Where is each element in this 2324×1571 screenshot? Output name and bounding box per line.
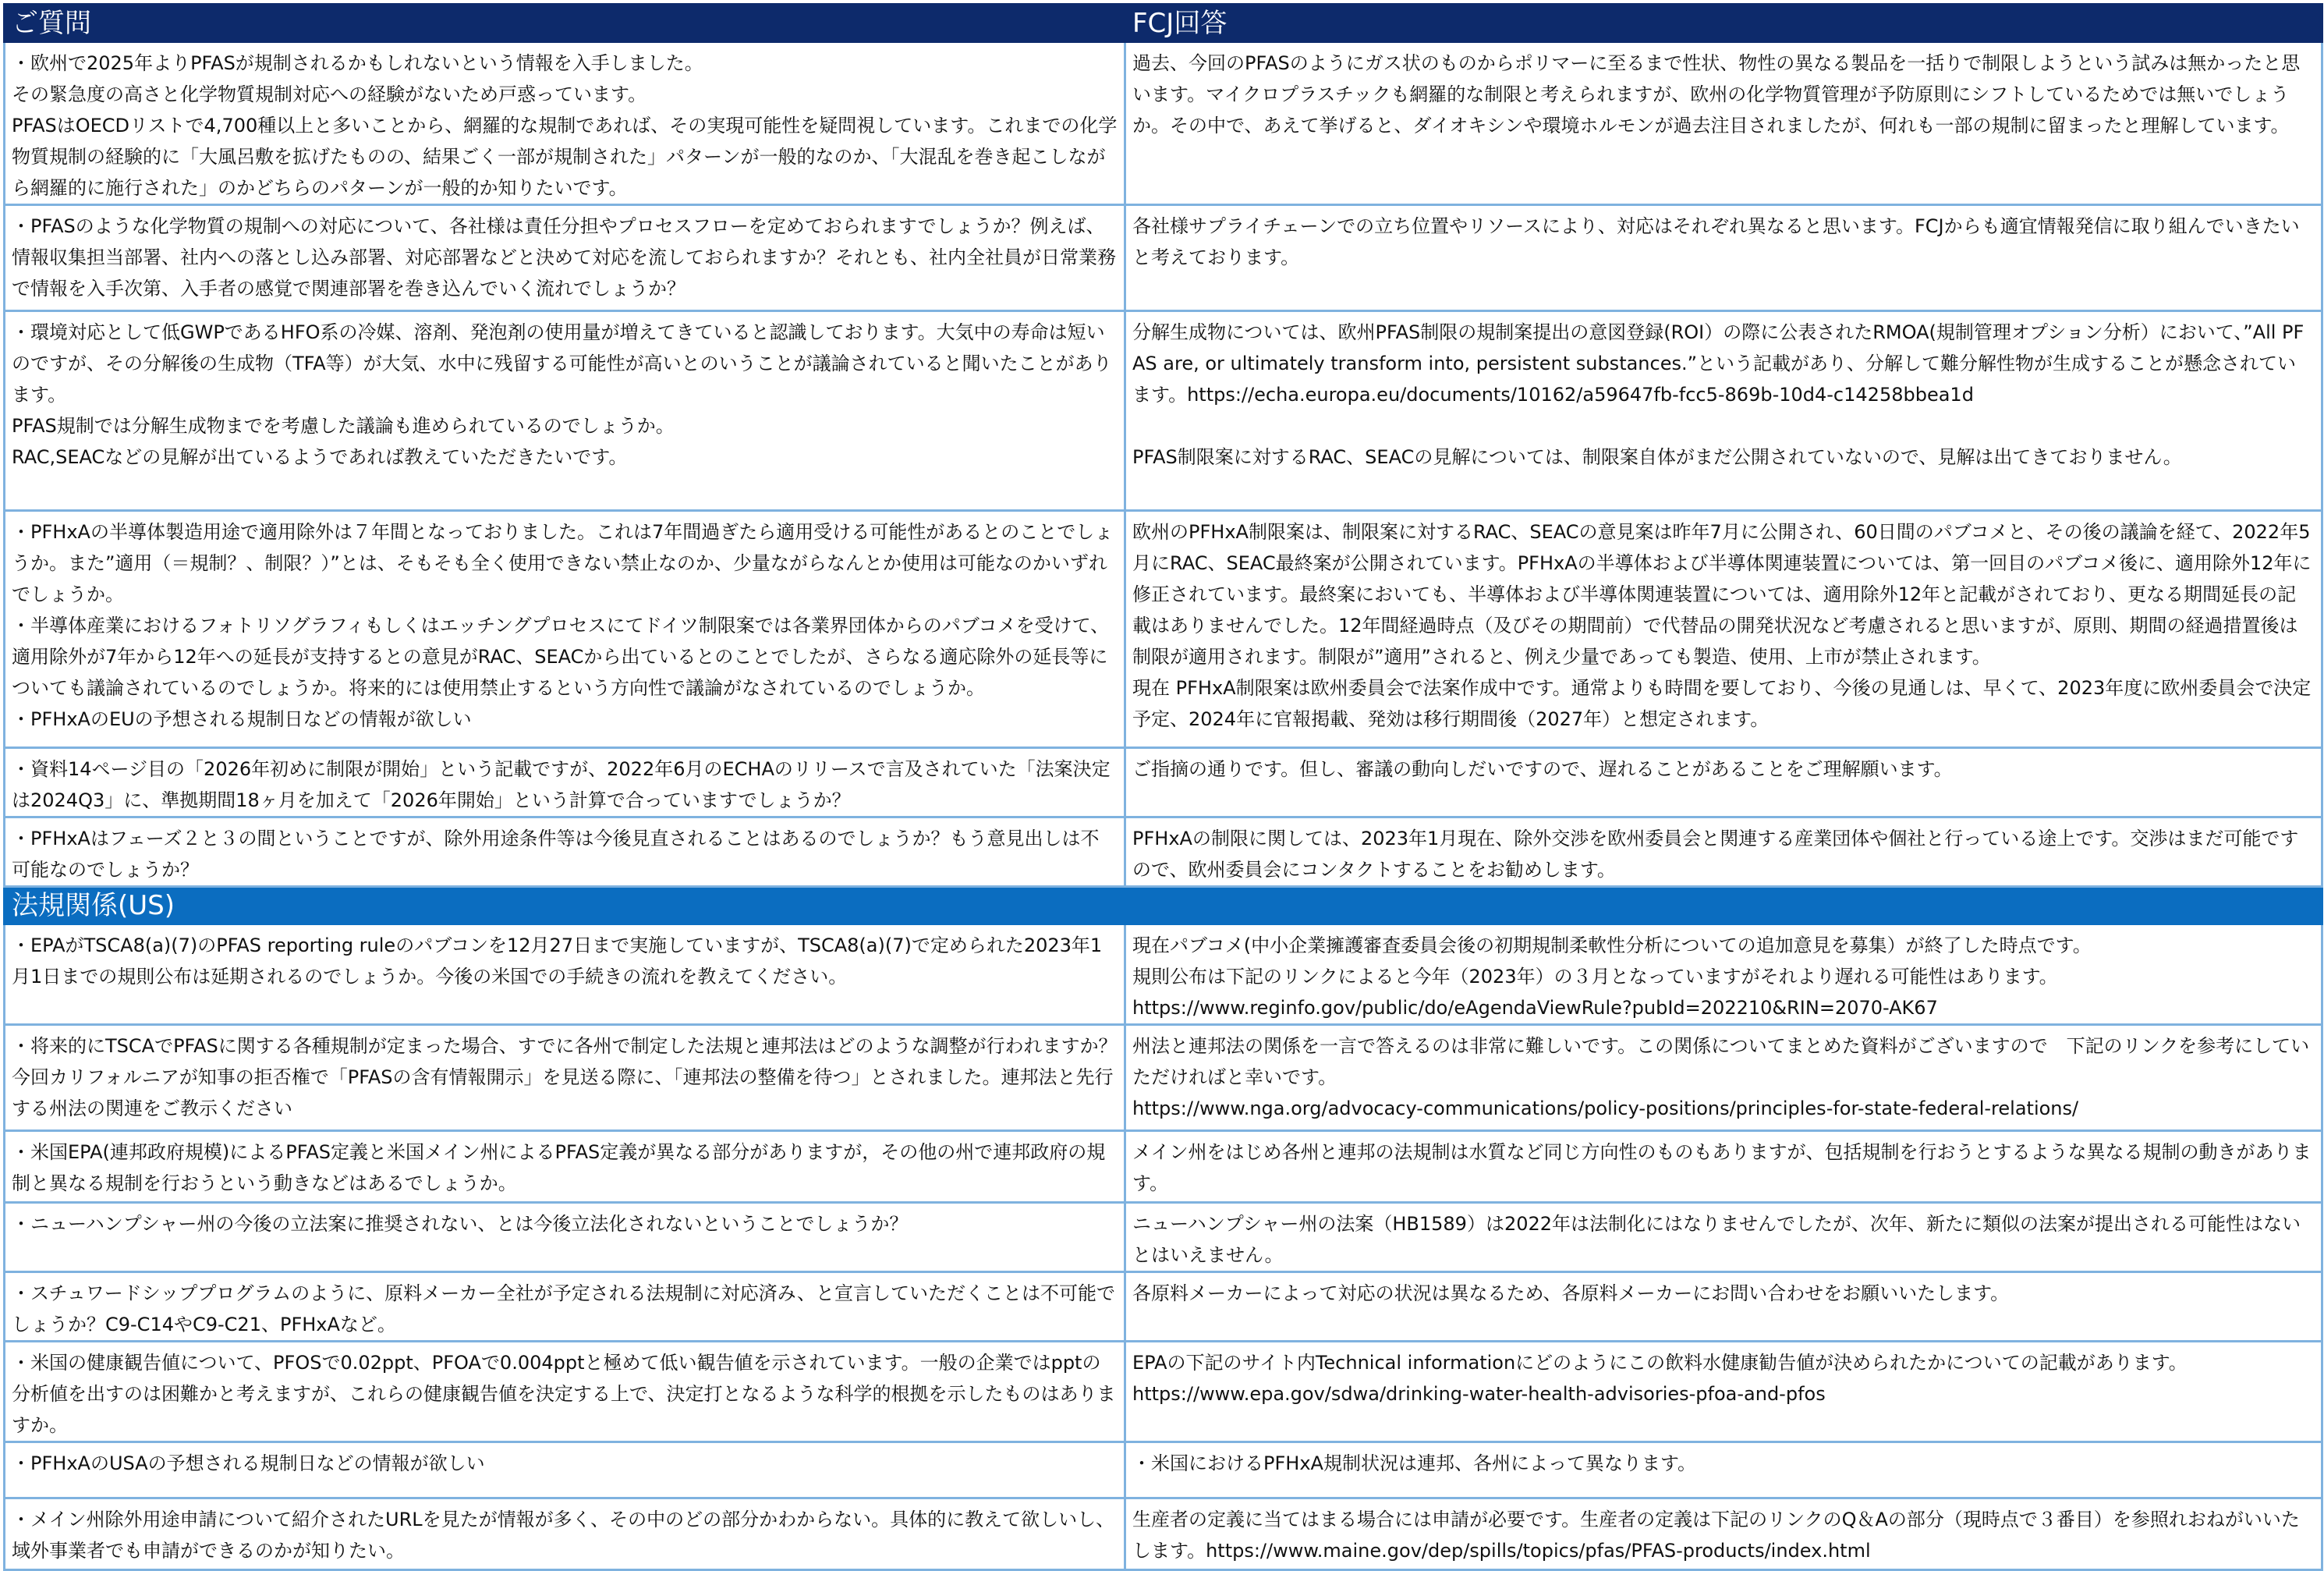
question-cell: ・ニューハンプシャー州の今後の立法案に推奨されない、とは今後立法化されないということでしょうか？ (5, 1203, 1125, 1272)
answer-cell: 各社様サプライチェーンでの立ち位置やリソースにより、対応はそれぞれ異なると思います。FCJからも適宜情報発信に取り組んでいきたいと考えております。 (1125, 205, 2322, 311)
answer-cell: 生産者の定義に当てはまる場合には申請が必要です。生産者の定義は下記のリンクのQ＆Aの部分（現時点で３番目）を参照れおねがいいたします。https://www.maine.gov/dep/spills/topics/pfas/PFAS-products/index.html (1125, 1498, 2322, 1570)
answer-cell: 現在パブコメ(中小企業擁護審査委員会後の初期規制柔軟性分析についての追加意見を募集）が終了した時点です。 規則公布は下記のリンクによると今年（2023年）の３月となっていますがそれより遅れる可能性はあります。 https://www.reginfo.gov/public/do/eAgendaViewRule?pubId=202210&RIN=2070-AK67 (1125, 924, 2322, 1025)
answer-cell: ご指摘の通りです。但し、審議の動向しだいですので、遅れることがあることをご理解願います。 (1125, 748, 2322, 817)
answer-cell: ニューハンプシャー州の法案（HB1589）は2022年は法制化にはなりませんでしたが、次年、新たに類似の法案が提出される可能性はないとはいえません。 (1125, 1203, 2322, 1272)
section-heading-question: 法規関係(US) (5, 887, 1125, 924)
question-cell: ・米国EPA(連邦政府規模)によるPFAS定義と米国メイン州によるPFAS定義が異なる部分がありますが，その他の州で連邦政府の規制と異なる規制を行おうという動きなどはあるでしょうか。 (5, 1131, 1125, 1203)
answer-cell: メイン州をはじめ各州と連邦の法規制は水質など同じ方向性のものもありますが、包括規制を行おうとするような異なる規制の動きがあります。 (1125, 1131, 2322, 1203)
question-cell: ・欧州で2025年よりPFASが規制されるかもしれないという情報を入手しました。 その緊急度の高さと化学物質規制対応への経験がないため戸惑っています。 PFASはOECDリストで4,700種以上と多いことから、網羅的な規制であれば、その実現可能性を疑問視しています。これまでの化学物質規制の経験的に「大風呂敷を拡げたものの、結果ごく一部が規制された」パターンが一般的なのか、「大混乱を巻き起こしながら網羅的に施行された」のかどちらのパターンが一般的か知りたいです。 (5, 42, 1125, 205)
table-row (5, 1272, 2322, 1342)
answer-cell: 過去、今回のPFASのようにガス状のものからポリマーに至るまで性状、物性の異なる製品を一括りで制限しようという試みは無かったと思います。マイクロプラスチックも網羅的な制限と考えられますが、欧州の化学物質管理が予防原則にシフトしているためでは無いでしょうか。その中で、あえて挙げると、ダイオキシンや環境ホルモンが過去注目されましたが、何れも一部の規制に留まったと理解しています。 (1125, 42, 2322, 205)
answer-cell: 州法と連邦法の関係を一言で答えるのは非常に難しいです。この関係についてまとめた資料がございますので 下記のリンクを参考にしていただければと幸いです。 https://www.nga.org/advocacy-communications/policy-positions/principles-for-state-federal-relations/ (1125, 1025, 2322, 1131)
table-row (5, 817, 2322, 887)
question-cell: ・将来的にTSCAでPFASに関する各種規制が定まった場合、すでに各州で制定した法規と連邦法はどのような調整が行われますか？今回カリフォルニアが知事の拒否権で「PFASの含有情報開示」を見送る際に、「連邦法の整備を待つ」とされました。連邦法と先行する州法の関連をご教示ください (5, 1025, 1125, 1131)
section-heading-answer (1125, 887, 2322, 924)
answer-cell: EPAの下記のサイト内Technical informationにどのようにこの飲料水健康勧告値が決められたかについての記載があります。 https://www.epa.gov/sdwa/drinking-water-health-advisories-pfoa-and-pfos (1125, 1342, 2322, 1442)
section-heading-answer: FCJ回答 (1125, 5, 2322, 42)
question-cell: ・PFHxAはフェーズ２と３の間ということですが、除外用途条件等は今後見直されることはあるのでしょうか？もう意見出しは不可能なのでしょうか？ (5, 817, 1125, 887)
table-row (5, 1203, 2322, 1272)
section-header-row (5, 887, 2322, 924)
answer-cell: 各原料メーカーによって対応の状況は異なるため、各原料メーカーにお問い合わせをお願いいたします。 (1125, 1272, 2322, 1342)
question-cell: ・米国の健康観告値について、PFOSで0.02ppt、PFOAで0.004pptと極めて低い観告値を示されています。一般の企業ではpptの分析値を出すのは困難かと考えますが、これらの健康観告値を決定する上で、決定打となるような科学的根拠を示したものはありますか。 (5, 1342, 1125, 1442)
section-header-row (5, 5, 2322, 42)
answer-cell: ・米国におけるPFHxA規制状況は連邦、各州によって異なります。 (1125, 1442, 2322, 1498)
section-heading-question: ご質問 (5, 5, 1125, 42)
answer-cell: 分解生成物については、欧州PFAS制限の規制案提出の意図登録(ROI）の際に公表されたRMOA(規制管理オプション分析）において、”All PFAS are, or ultimately transform into, persistent substances.”という記載があり、分解して難分解性物が生成することが懸念されています。https://echa.europa.eu/documents/10162/a59647fb-fcc5-869b-10d4-c14258bbea1d PFAS制限案に対するRAC、SEACの見解については、制限案自体がまだ公開されていないので、見解は出てきておりません。 (1125, 311, 2322, 511)
table-row (5, 42, 2322, 205)
qa-table (3, 3, 2323, 1571)
answer-cell: PFHxAの制限に関しては、2023年1月現在、除外交渉を欧州委員会と関連する産業団体や個社と行っている途上です。交渉はまだ可能ですので、欧州委員会にコンタクトすることをお勧めします。 (1125, 817, 2322, 887)
question-cell: ・PFASのような化学物質の規制への対応について、各社様は責任分担やプロセスフローを定めておられますでしょうか？例えば、情報収集担当部署、社内への落とし込み部署、対応部署などと決めて対応を流しておられますか？それとも、社内全社員が日常業務で情報を入手次第、入手者の感覚で関連部署を巻き込んでいく流れでしょうか？ (5, 205, 1125, 311)
question-cell: ・スチュワードシッププログラムのように、原料メーカー全社が予定される法規制に対応済み、と宣言していただくことは不可能でしょうか？C9-C14やC9-C21、PFHxAなど。 (5, 1272, 1125, 1342)
answer-cell: 欧州のPFHxA制限案は、制限案に対するRAC、SEACの意見案は昨年7月に公開され、60日間のパブコメと、その後の議論を経て、2022年5月にRAC、SEAC最終案が公開されています。PFHxAの半導体および半導体関連装置については、第一回目のパブコメ後に、適用除外12年に修正されています。最終案においても、半導体および半導体関連装置については、適用除外12年と記載がされており、更なる期間延長の記載はありませんでした。12年間経過時点（及びその期間前）で代替品の開発状況など考慮されると思いますが、原則、期間の経過措置後は制限が適用されます。制限が”適用”されると、例え少量であっても製造、使用、上市が禁止されます。 現在 PFHxA制限案は欧州委員会で法案作成中です。通常よりも時間を要しており、今後の見通しは、早くて、2023年度に欧州委員会で決定予定、2024年に官報掲載、発効は移行期間後（2027年）と想定されます。 (1125, 511, 2322, 748)
table-row (5, 1342, 2322, 1442)
table-row (5, 205, 2322, 311)
table-row (5, 924, 2322, 1025)
table-row (5, 311, 2322, 511)
question-cell: ・環境対応として低GWPであるHFO系の冷媒、溶剤、発泡剤の使用量が増えてきていると認識しております。大気中の寿命は短いのですが、その分解後の生成物（TFA等）が大気、水中に残留する可能性が高いとのいうことが議論されていると聞いたことがあります。 PFAS規制では分解生成物までを考慮した議論も進められているのでしょうか。 RAC,SEACなどの見解が出ているようであれば教えていただきたいです。 (5, 311, 1125, 511)
table-row (5, 748, 2322, 817)
table-row (5, 1131, 2322, 1203)
question-cell: ・EPAがTSCA8(a)(7)のPFAS reporting ruleのパブコンを12月27日まで実施していますが、TSCA8(a)(7)で定められた2023年1月1日までの規則公布は延期されるのでしょうか。今後の米国での手続きの流れを教えてください。 (5, 924, 1125, 1025)
question-cell: ・資料14ページ目の「2026年初めに制限が開始」という記載ですが、2022年6月のECHAのリリースで言及されていた「法案決定は2024Q3」に、準拠期間18ヶ月を加えて「2026年開始」という計算で合っていますでしょうか？ (5, 748, 1125, 817)
table-row (5, 511, 2322, 748)
table-row (5, 1025, 2322, 1131)
question-cell: ・PFHxAの半導体製造用途で適用除外は７年間となっておりました。これは7年間過ぎたら適用受ける可能性があるとのことでしょうか。また”適用（＝規制？、制限？）”とは、そもそも全く使用できない禁止なのか、少量ながらなんとか使用は可能なのかいずれでしょうか。 ・半導体産業におけるフォトリソグラフィもしくはエッチングプロセスにてドイツ制限案では各業界団体からのパブコメを受けて、適用除外が7年から12年への延長が支持するとの意見がRAC、SEACから出ているとのことでしたが、さらなる適応除外の延長等についても議論されているのでしょうか。将来的には使用禁止するという方向性で議論がなされているのでしょうか。 ・PFHxAのEUの予想される規制日などの情報が欲しい (5, 511, 1125, 748)
question-cell: ・メイン州除外用途申請について紹介されたURLを見たが情報が多く、その中のどの部分かわからない。具体的に教えて欲しいし、域外事業者でも申請ができるのかが知りたい。 (5, 1498, 1125, 1570)
table-row (5, 1442, 2322, 1498)
question-cell: ・PFHxAのUSAの予想される規制日などの情報が欲しい (5, 1442, 1125, 1498)
table-row (5, 1498, 2322, 1570)
